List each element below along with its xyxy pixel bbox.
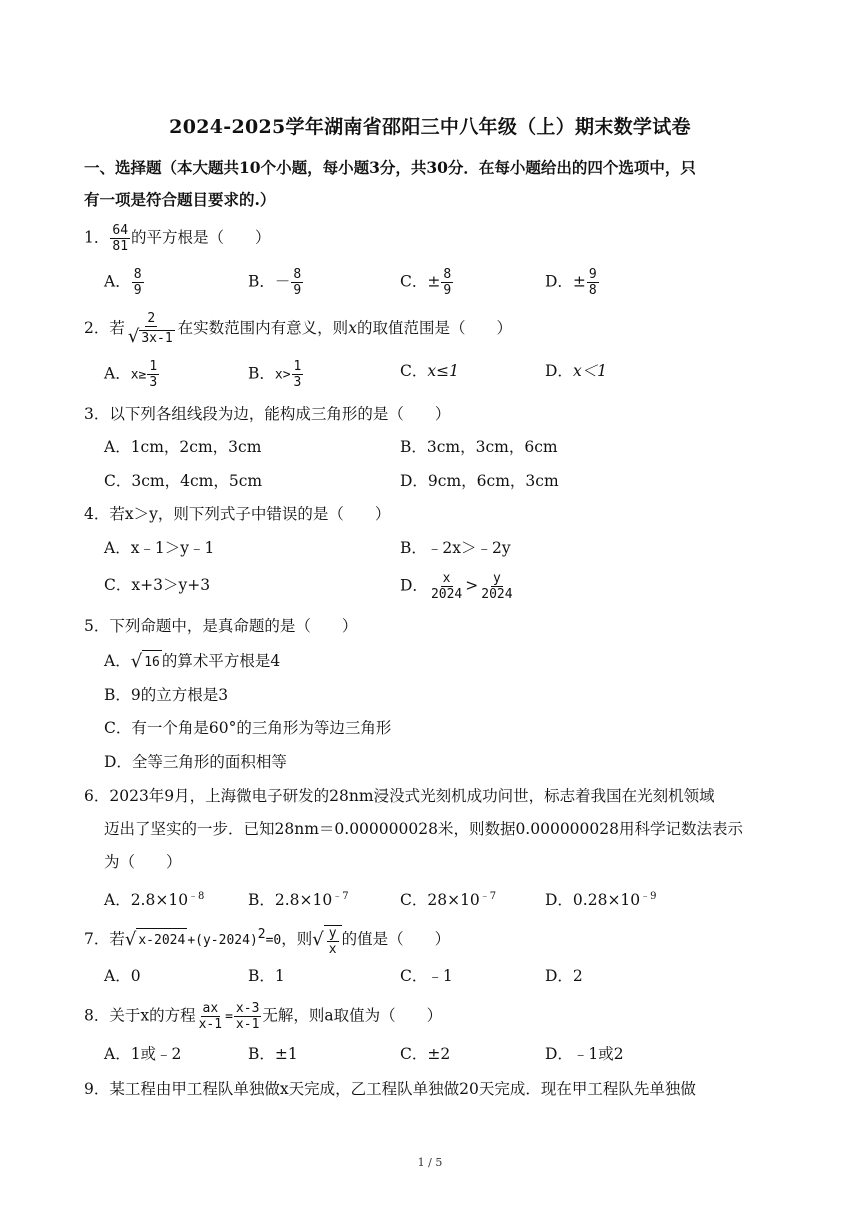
q3-option-d[interactable]: D．9cm，6cm，3cm	[400, 472, 559, 490]
q3-option-a[interactable]: A．1cm，2cm，3cm	[104, 438, 262, 456]
q5-option-a[interactable]: A． √ 16 的算术平方根是4	[104, 651, 281, 672]
q8-option-b[interactable]: B．±1	[248, 1045, 298, 1063]
q6-option-a[interactable]: A．$2.8\times 10^{﹣8}$	[104, 891, 205, 910]
q5-option-c[interactable]: C．有一个角是60°的三角形为等边三角形	[104, 719, 392, 737]
question-2: 2．若 2 √ 3x-1 在实数范围内有意义，则x的取值范围是（ ）	[84, 311, 512, 347]
q2-option-c[interactable]: C．x≤1	[400, 362, 459, 380]
question-3: 3．以下列各组线段为边，能构成三角形的是（ ）	[84, 405, 451, 423]
question-9: 9．某工程由甲工程队单独做x天完成，乙工程队单独做20天完成．现在甲工程队先单独做	[84, 1080, 696, 1098]
section-heading-line2: 有一项是符合题目要求的.）	[84, 190, 276, 209]
q1-option-a[interactable]: A． $\frac{8}{9}$	[104, 267, 142, 298]
page-number: 1 / 5	[417, 1156, 443, 1169]
q7-option-a[interactable]: A．0	[104, 967, 141, 985]
q7-option-d[interactable]: D．2	[545, 967, 583, 985]
q2-option-a[interactable]: A．x≥ $\frac{1}{3}$	[104, 359, 158, 390]
q7-option-b[interactable]: B．1	[248, 967, 285, 985]
q6-option-b[interactable]: B．$2.8\times 10^{﹣7}$	[248, 891, 349, 910]
q4-option-a[interactable]: A．x﹣1＞y﹣1	[104, 539, 215, 557]
q6-option-c[interactable]: C．$28\times 10^{﹣7}$	[400, 891, 497, 910]
q2-option-b[interactable]: B．x> $\frac{1}{3}$	[248, 359, 302, 390]
q4-option-b[interactable]: B．﹣2x＞﹣2y	[400, 539, 511, 557]
q1-option-c[interactable]: C．± $\frac{8}{9}$	[400, 267, 452, 298]
exam-title: 2024-2025学年湖南省邵阳三中八年级（上）期末数学试卷	[169, 116, 691, 138]
q8-option-d[interactable]: D．﹣1或2	[545, 1045, 624, 1063]
q5-option-b[interactable]: B．9的立方根是3	[104, 686, 229, 704]
question-number: 1．	[84, 228, 110, 247]
fraction: $\frac{64}{81}$	[112, 223, 129, 254]
question-text: 的平方根是（ ）	[131, 228, 271, 247]
q8-option-c[interactable]: C．±2	[400, 1045, 451, 1063]
q4-option-d[interactable]: D． $\frac{x}{2024}$ > $\frac{y}{2024}$	[400, 571, 513, 602]
q1-option-b[interactable]: B．－ $\frac{8}{9}$	[248, 267, 302, 298]
q3-option-c[interactable]: C．3cm，4cm，5cm	[104, 472, 263, 490]
question-6-line3: 为（ ）	[104, 853, 182, 871]
question-4: 4．若x＞y，则下列式子中错误的是（ ）	[84, 505, 391, 523]
question-1	[84, 224, 271, 253]
question-6-line2: 迈出了坚实的一步．已知28nm＝0.000000028米，则数据0.000000028用科学记数法表示	[104, 820, 743, 838]
q3-option-b[interactable]: B．3cm，3cm，6cm	[400, 438, 558, 456]
q4-option-c[interactable]: C．x+3＞y+3	[104, 576, 211, 594]
q6-option-d[interactable]: D．$0.28\times 10^{﹣9}$	[545, 891, 657, 910]
q2-option-d[interactable]: D．x＜1	[545, 362, 608, 380]
fraction: 2 √ 3x-1	[127, 311, 173, 347]
section-heading-line1: 一、选择题（本大题共10个小题，每小题3分，共30分．在每小题给出的四个选项中，只	[84, 158, 696, 177]
question-8: 8．关于x的方程 $\frac{ax}{x-1}$ = $\frac{x-3}{x-1}$ 无解，则a取值为（ ）	[84, 1001, 443, 1032]
q1-option-d[interactable]: D．± $\frac{9}{8}$	[545, 267, 597, 298]
question-7: 7．若 √ x-2024 $+(y-2024)^2=0$，则 √ $\frac{y}{x}$ 的值是（ ）	[84, 925, 451, 957]
q8-option-a[interactable]: A．1或﹣2	[104, 1045, 182, 1063]
question-6-line1: 6．2023年9月，上海微电子研发的28nm浸没式光刻机成功问世，标志着我国在光刻机领域	[84, 787, 715, 805]
q5-option-d[interactable]: D．全等三角形的面积相等	[104, 753, 287, 771]
q7-option-c[interactable]: C．﹣1	[400, 967, 453, 985]
question-5: 5．下列命题中，是真命题的是（ ）	[84, 617, 358, 635]
